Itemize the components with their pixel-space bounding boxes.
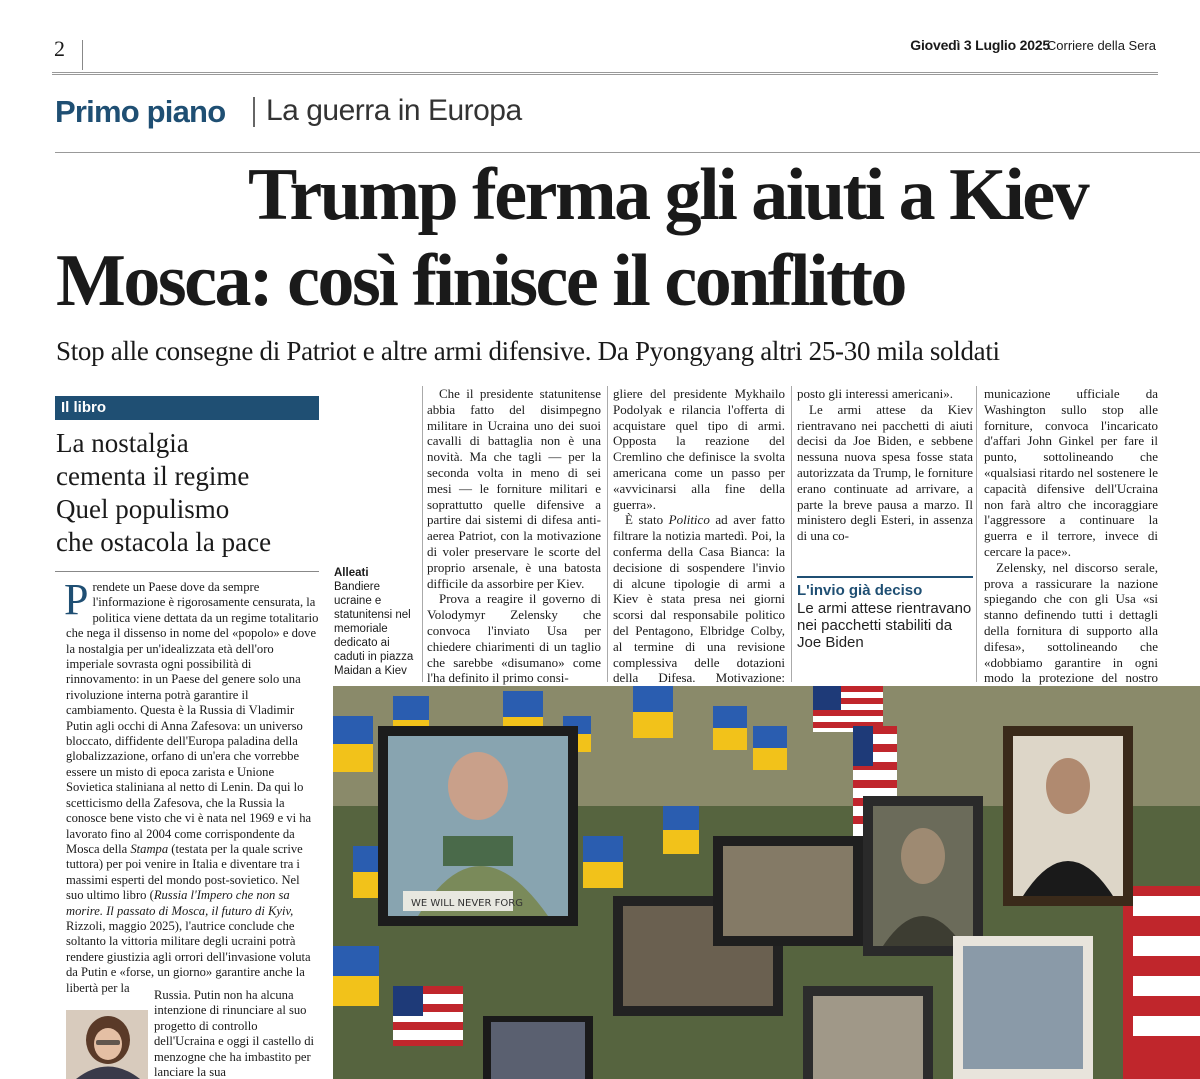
column-rule [791, 386, 792, 682]
article-text-italic: Politico [668, 512, 710, 528]
article-column-3 [797, 386, 973, 544]
issue-date: Giovedì 3 Luglio 2025 [910, 37, 1050, 53]
column-rule [607, 386, 608, 682]
inset-heading: L'invio già deciso [797, 582, 923, 599]
libro-body [64, 575, 320, 996]
libro-text-italic: Stampa [130, 841, 169, 856]
libro-tag: Il libro [55, 396, 319, 420]
inset-box [797, 576, 973, 651]
libro-title-line: La nostalgia [56, 428, 189, 458]
folio-divider [82, 40, 83, 70]
author-photo [66, 1010, 148, 1079]
portrait-frame-icon [378, 726, 578, 926]
libro-body-continued: Russia. Putin non ha alcuna intenzione di rinunciare al suo progetto di controllo dell'Ucraina e oggi il castello di menzogne che ha imbastito per lanciare la sua [154, 988, 314, 1079]
dropcap: P [64, 575, 89, 624]
libro-title-line: Quel populismo [56, 494, 230, 524]
libro-title-line: cementa il regime [56, 461, 250, 491]
article-paragraph: Zelensky, nel discorso serale, prova a rassicurare la nazione spiegando che con gli Usa «si stanno definendo tutti i dettagli della fornitura di supporto alla difesa», sottolineando che «dobbiamo garantire in ogni modo la protezione del nostro [984, 559, 1158, 686]
libro-text: (testata per la quale scrive tuttora) per poi venire in Italia e diventare tra i massimi esperti del mondo post-sovietico. Nel suo ultimo libro ( [66, 841, 303, 903]
column-rule [422, 386, 423, 682]
memorial-photo-illustration [333, 686, 1200, 1079]
newspaper-name: Corriere della Sera [1046, 38, 1156, 53]
section-separator [253, 97, 255, 127]
article-text: È stato [625, 512, 664, 528]
libro-text: rendete un Paese dove da sempre l'informazione è rigorosamente censurata, la politica viene dettata da un regime totalitario che nega il dissenso in nome del «popolo» e dove la nostalgia per un'idealizzata età dell'oro imperiale sovrasta ogni possibilità di rinnovamento: in un Paese del genere solo una rivoluzione interna potrà garantire il cambiamento. Questa è la Russia di Vladimir Putin agli occhi di Anna Zafesova: un universo bloccato, diffidente dell'Europa paladina della globalizzazione, orfano di un'era che vorrebbe essere un misto di epoca zarista e Unione Sovietica staliniana al netto di Lenin. Da qui lo scetticismo della Zafesova, che la Russia la conosce bene visto che vi è nata nel 1969 e vi ha lavorato fino al 2004 come corrispondente da Mosca della [66, 580, 319, 856]
article-column-2 [613, 386, 785, 702]
article-paragraph: municazione ufficiale da Washington sullo stop alle forniture, convoca l'incaricato d'affari John Ginkel per fare il punto, sottolineando che «qualsiasi ritardo nel sostenere le capacità difensive dell'Ucraina non farà altro che incoraggiare l'aggressore a continuare la guerra e il terrore, invece di cercare la pace». [984, 386, 1158, 559]
page-number: 2 [54, 36, 65, 61]
inset-text: Le armi attese rientravano nei pacchetti stabiliti da Joe Biden [797, 600, 972, 651]
headline-line-2: Mosca: così finisce il conflitto [56, 240, 905, 322]
section-title: Primo piano [55, 94, 226, 129]
section-topic: La guerra in Europa [266, 94, 522, 127]
libro-rule [55, 571, 319, 572]
article-column-1 [427, 386, 601, 686]
article-paragraph: Che il presidente statunitense abbia fatto del disimpegno militare in Ucraina uno dei suoi cavalli di battaglia non è una novità. Ma che tagli — per la seconda volta in meno di sei mesi — le forniture militari e soprattutto quelle difensive a partire dai sistemi di difesa anti-aerea Patriot, con la motivazione di voler preservare le scorte del proprio arsenale, è una batosta difficile da assorbire per Kiev. [427, 386, 601, 591]
caption-text: Bandiere ucraine e statunitensi nel memoriale dedicato ai caduti in piazza Maidan a Kiev [334, 581, 414, 677]
inset-rule [797, 576, 973, 578]
article-paragraph: Prova a reagire il governo di Volodymyr Zelensky che convoca l'inviato Usa per chiedere chiarimenti di un taglio che sarebbe «disumano» come l'ha definito il primo consi- [427, 591, 601, 686]
book-title: Russia l'Impero che non sa morire. Il passato di Mosca, il futuro di Kyiv, [66, 888, 294, 918]
memorial-photo [333, 686, 1200, 1079]
photo-caption [334, 566, 416, 678]
subheadline: Stop alle consegne di Patriot e altre armi difensive. Da Pyongyang altri 25-30 mila soldati [56, 336, 1000, 366]
section-rule [55, 152, 1200, 153]
article-text: ad aver fatto filtrare la notizia martedì. Poi, la conferma della Casa Bianca: la decisione di sospendere l'invio di alcune tipologie di armi a Kiev è stata presa nei giorni scorsi dal responsabile politico del Pentagono, Elbridge Colby, al termine di una revisione complessiva delle dotazioni della Difesa. Motivazione: [613, 512, 786, 686]
article-paragraph: Le armi attese da Kiev rientravano nei pacchetti di aiuti decisi da Joe Biden, e sebbene nessuna nuova spesa fosse stata autorizzata da Trump, le forniture erano continuate ad arrivare, a parte la breve pausa a marzo. Il ministero degli Esteri, in assenza di una co- [797, 401, 973, 544]
libro-title-line: che ostacola la pace [56, 527, 272, 557]
article-paragraph [613, 512, 785, 702]
top-rule [52, 72, 1158, 75]
memorial-sign-text: WE WILL NEVER FORG [411, 898, 523, 909]
caption-title: Alleati [334, 567, 369, 579]
libro-text: Rizzoli, maggio 2025), l'autrice conclude che soltanto la vittoria militare degli ucraini potrà rendere giustizia agli orrori dell'invasione voluta da Putin e «forse, un giorno» garantire anche la libertà per la [66, 918, 311, 995]
article-paragraph: posto gli interessi americani». [797, 386, 953, 401]
column-rule [976, 386, 977, 682]
headline-line-1: Trump ferma gli aiuti a Kiev [248, 154, 1088, 236]
article-column-4 [984, 386, 1158, 702]
article-paragraph: gliere del presidente Mykhailo Podolyak e rilancia l'offerta di acquistare quel tipo di armi. Opposta la reazione del Cremlino che definisce la svolta americana come un passo per «avvicinarsi alla fine della guerra». [613, 386, 785, 512]
libro-title [56, 427, 320, 559]
